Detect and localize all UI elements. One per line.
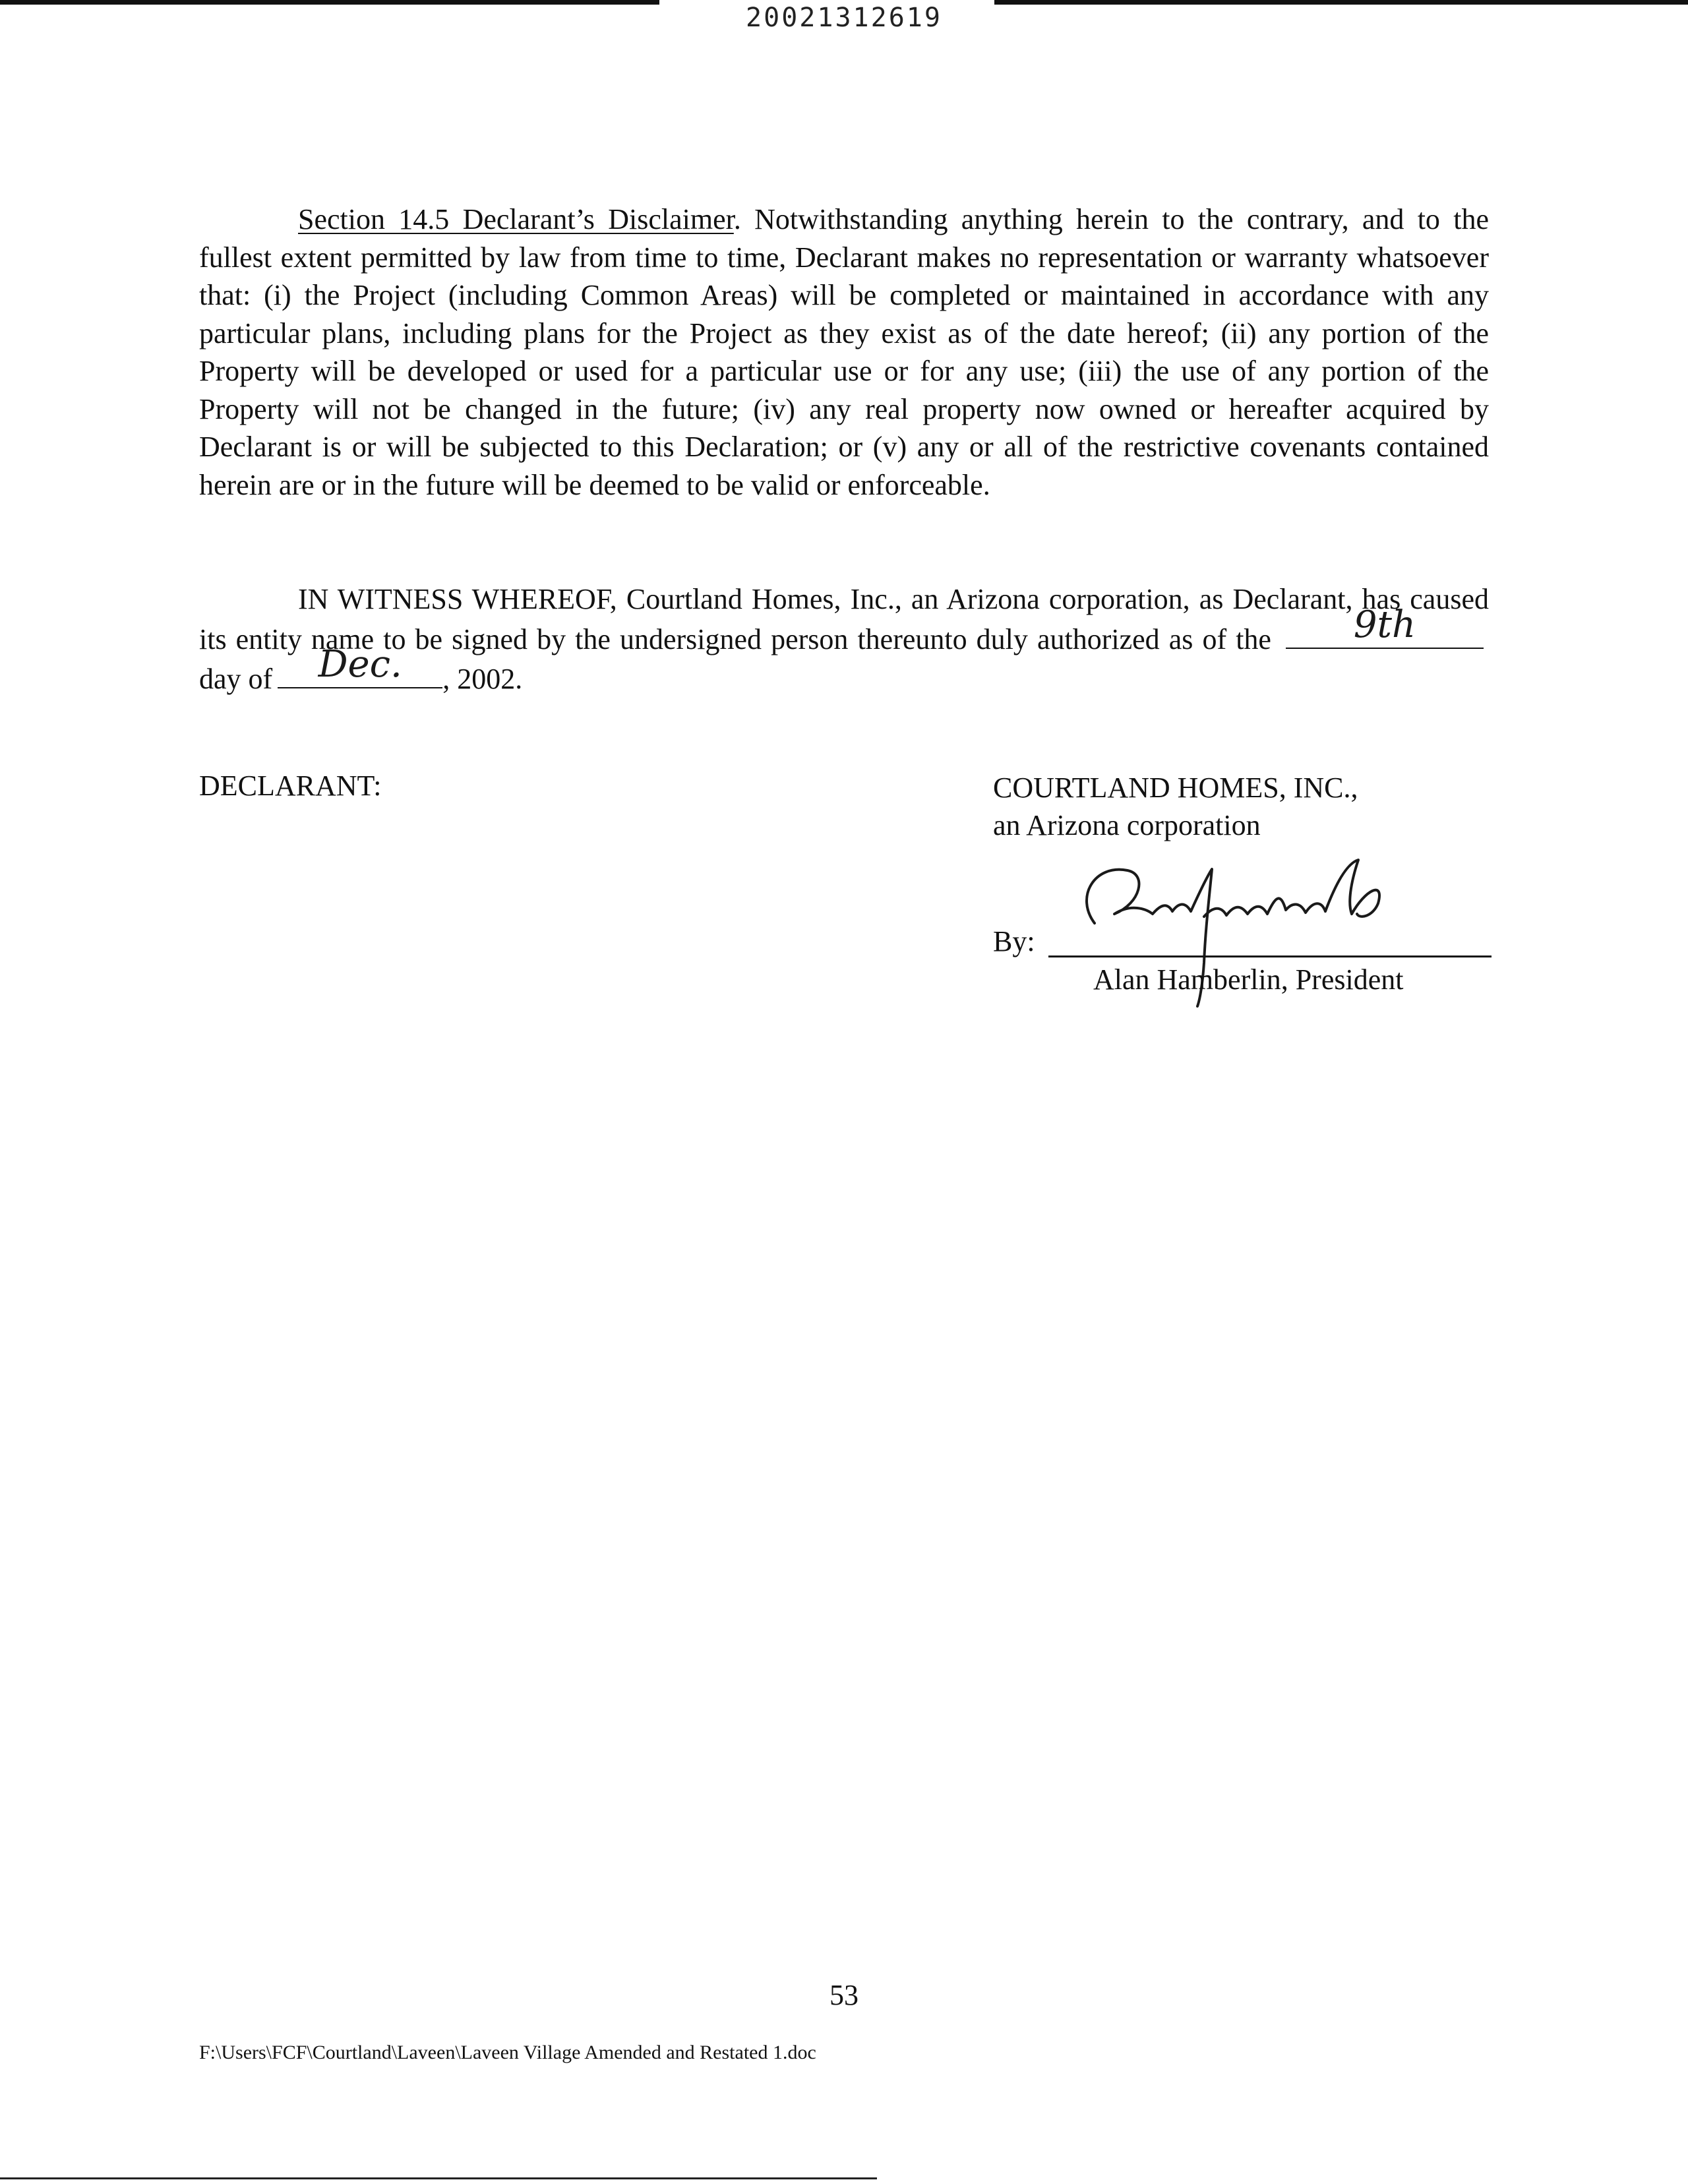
day-of-text: day of [199, 663, 273, 695]
disclaimer-paragraph [199, 200, 1489, 504]
witness-paragraph [199, 580, 1489, 698]
file-path: F:\Users\FCF\Courtland\Laveen\Laveen Village Amended and Restated 1.doc [199, 2042, 816, 2063]
witness-text: IN WITNESS WHEREOF, Courtland Homes, Inc., an Arizona corporation, as Declarant, has caused its entity name to be signed by the undersigned person thereunto duly authorized as of [199, 583, 1489, 655]
signature-line [1048, 956, 1492, 957]
day-handwritten: 9th [1353, 603, 1416, 646]
day-blank [1286, 603, 1484, 649]
bottom-scan-edge [0, 2177, 877, 2179]
month-handwritten: Dec. [318, 643, 402, 686]
year-text: , 2002. [442, 663, 523, 695]
witness-the: the [1236, 622, 1271, 655]
company-name: COURTLAND HOMES, INC., [993, 772, 1358, 804]
company-desc: an Arizona corporation [993, 809, 1261, 841]
section-heading: Section 14.5 Declarant’s Disclaimer [298, 203, 734, 235]
signer-name: Alan Hamberlin, President [1093, 963, 1404, 996]
recording-number: 20021312619 [746, 3, 942, 33]
company-block [993, 769, 1358, 844]
page-number: 53 [829, 1979, 859, 2011]
by-label: By: [993, 925, 1035, 957]
section-body: . Notwithstanding anything herein to the contrary, and to the fullest extent permitted by law from time to time, Declarant makes no representation or warranty whatsoever that: (i) the Project (including Common Areas) will be completed or maintained in accordance with any particular plans, including plans for the Project as they exist as of the date hereof; (ii) any portion of the Property will be developed or used for a particular use or for any use; (iii) the use of any portion of the Property will not be changed in the future; (iv) any real property now owned or hereafter acquired by Declarant is or will be subjected to this Declaration; or (v) any or all of the restrictive covenants contained herein are or in the future will be deemed to be valid or enforceable. [199, 203, 1489, 501]
month-blank [278, 643, 442, 688]
declarant-label: DECLARANT: [199, 770, 382, 802]
